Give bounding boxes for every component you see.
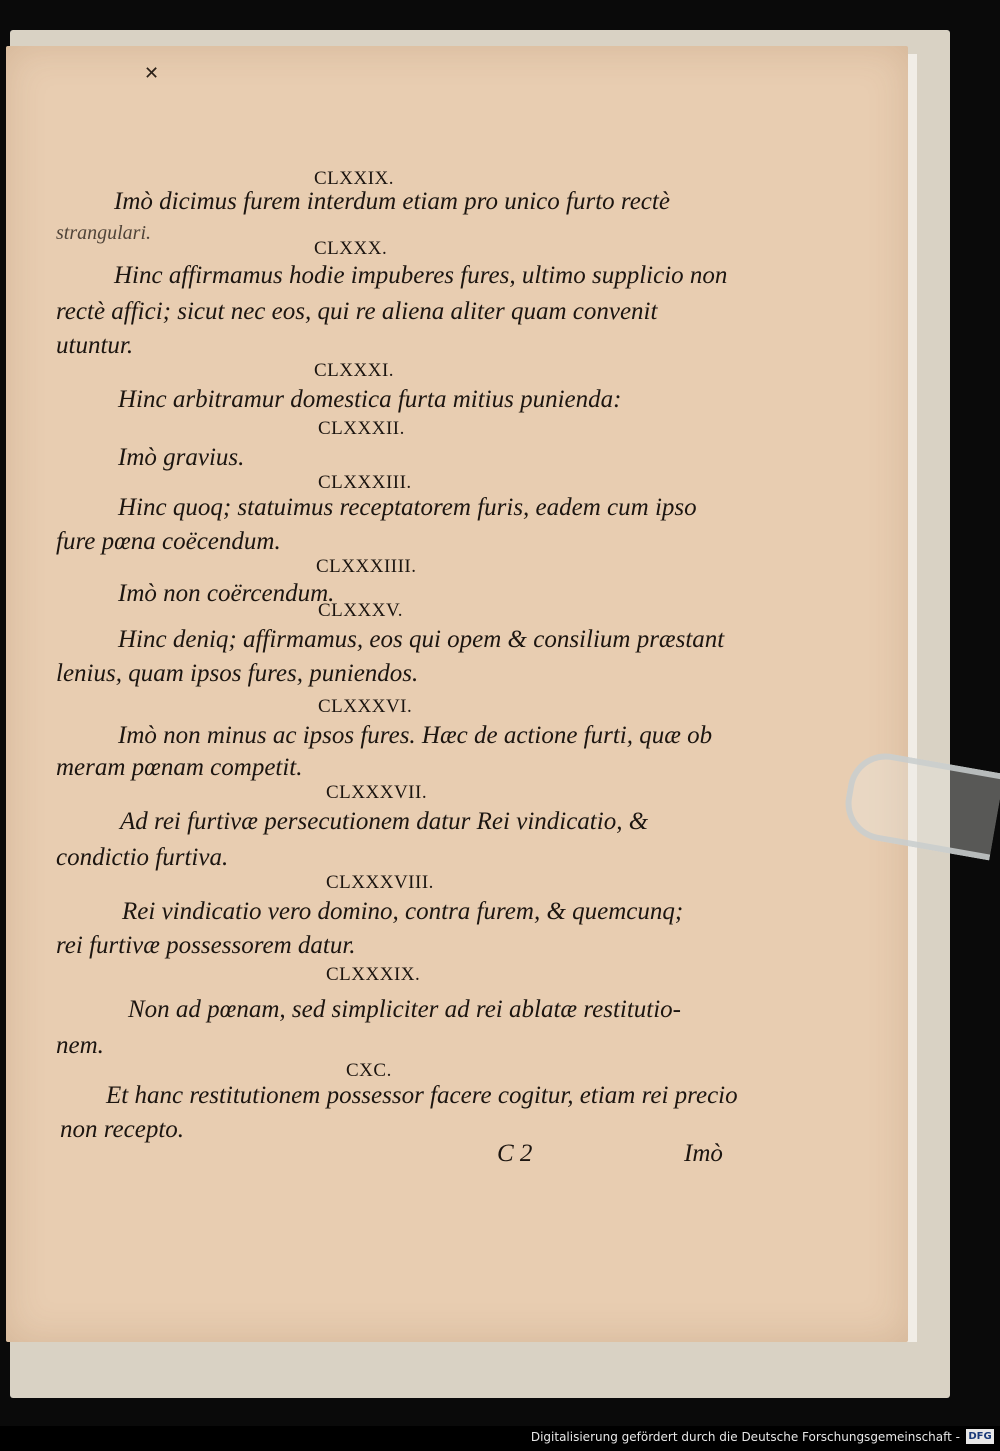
section-number: CLXXXVI. (318, 696, 413, 717)
section-number: CLXXXIII. (318, 472, 412, 493)
printer-mark: ✕ (144, 63, 160, 83)
signature-mark: C 2 (497, 1140, 533, 1167)
text-line: Non ad pœnam, sed simpliciter ad rei ablatæ restitutio- (128, 996, 682, 1023)
text-line: meram pœnam competit. (56, 754, 303, 781)
text-line: lenius, quam ipsos fures, puniendos. (56, 660, 419, 687)
text-line: strangulari. (56, 222, 152, 244)
text-line: Imò dicimus furem interdum etiam pro unico furto rectè (114, 188, 670, 215)
text-line: fure pœna coëcendum. (56, 528, 281, 555)
text-line: Rei vindicatio vero domino, contra furem, & quemcunq; (122, 898, 684, 925)
footer-credit: Digitalisierung gefördert durch die Deutsche Forschungsgemeinschaft - (530, 1430, 960, 1444)
text-line: non recepto. (60, 1116, 185, 1143)
dfg-logo: DFG (966, 1429, 994, 1444)
section-number: CXC. (346, 1060, 392, 1081)
section-number: CLXXX. (314, 238, 388, 259)
text-line: Imò gravius. (118, 444, 245, 471)
text-line: Hinc deniq; affirmamus, eos qui opem & consilium præstant (118, 626, 725, 653)
text-line: Hinc quoq; statuimus receptatorem furis, eadem cum ipso (118, 494, 697, 521)
text-line: Imò non coërcendum. (118, 580, 335, 607)
text-line: Imò non minus ac ipsos fures. Hæc de actione furti, quæ ob (118, 722, 713, 749)
text-line: nem. (56, 1032, 104, 1059)
text-line: rei furtivæ possessorem datur. (56, 932, 356, 959)
section-number: CLXXXIX. (326, 964, 421, 985)
section-number: CLXXXIIII. (316, 556, 417, 577)
text-line: Hinc affirmamus hodie impuberes fures, ultimo supplicio non (114, 262, 728, 289)
section-number: CLXXXI. (314, 360, 395, 381)
section-number: CLXXXII. (318, 418, 405, 439)
catchword: Imò (684, 1140, 723, 1167)
text-line: utuntur. (56, 332, 134, 359)
section-number: CLXXXVII. (326, 782, 428, 803)
text-line: Hinc arbitramur domestica furta mitius punienda: (118, 386, 622, 413)
text-line: condictio furtiva. (56, 844, 229, 871)
section-number: CLXXIX. (314, 168, 395, 189)
text-line: Et hanc restitutionem possessor facere cogitur, etiam rei precio (106, 1082, 738, 1109)
text-line: rectè affici; sicut nec eos, qui re aliena aliter quam convenit (56, 298, 658, 325)
text-line: Ad rei furtivæ persecutionem datur Rei vindicatio, & (120, 808, 649, 835)
section-number: CLXXXVIII. (326, 872, 434, 893)
section-number: CLXXXV. (318, 600, 403, 621)
